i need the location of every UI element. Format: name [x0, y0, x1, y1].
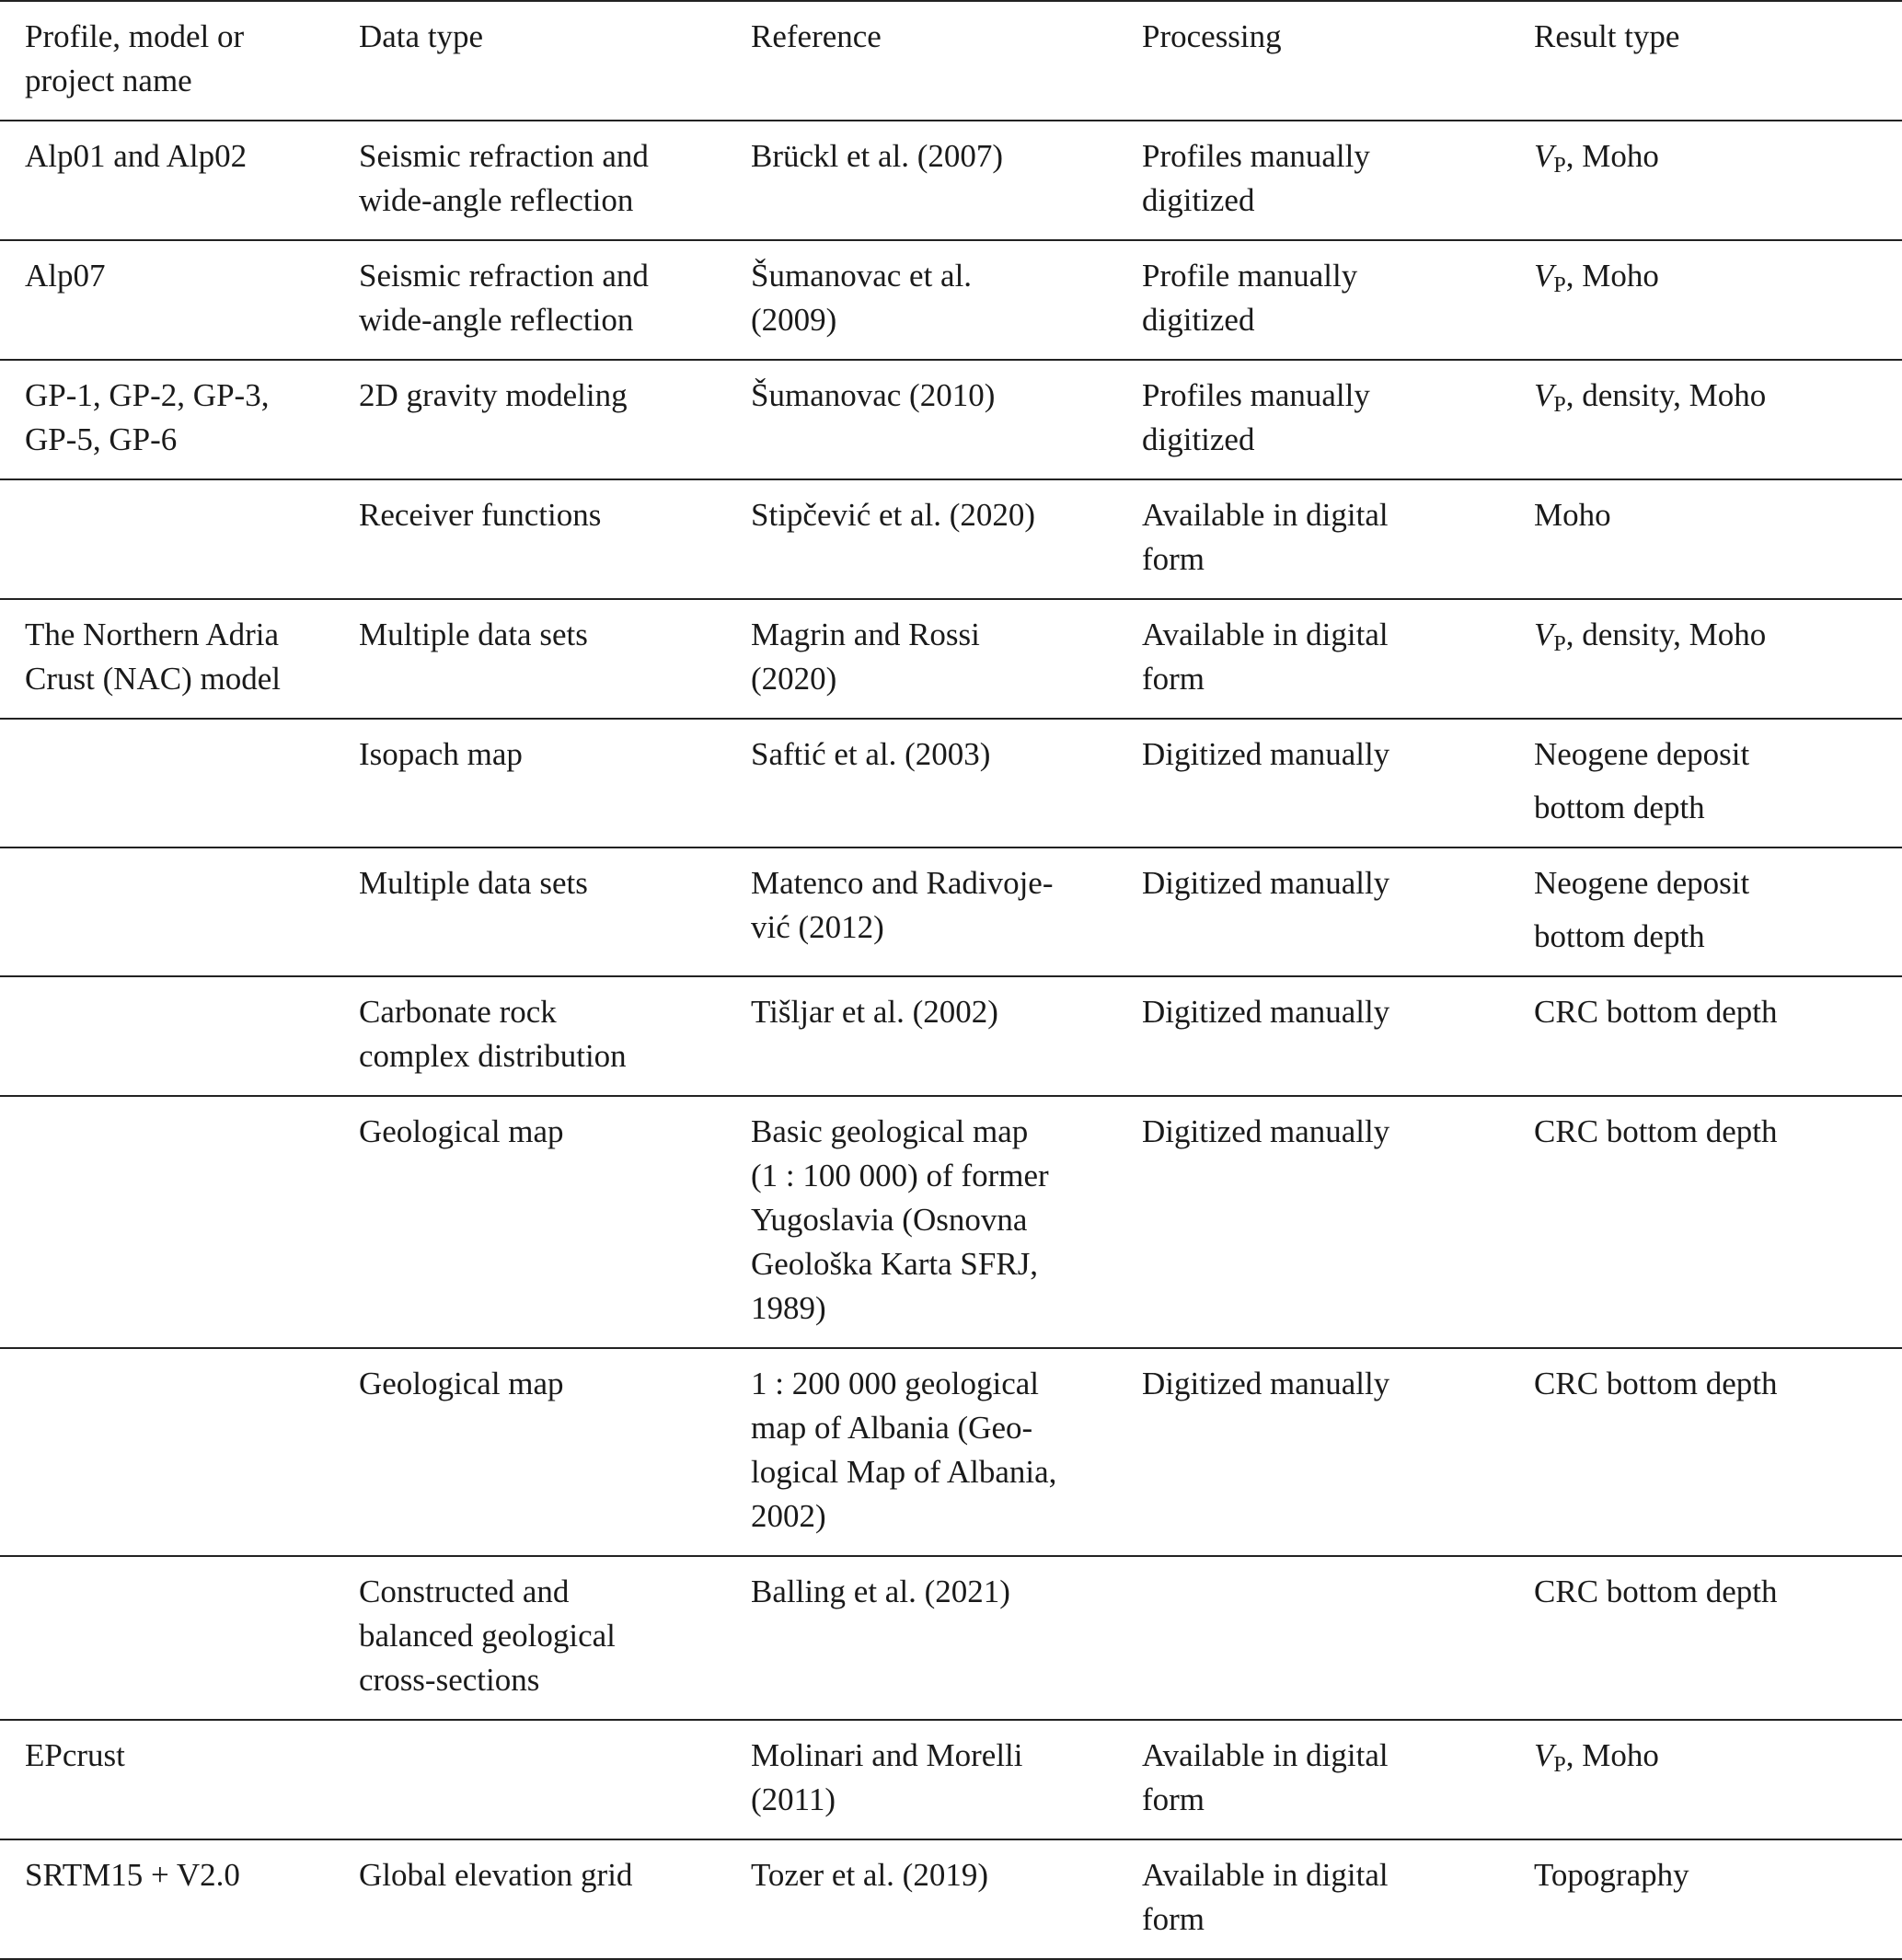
cell-profile-name: [0, 1096, 359, 1348]
cell-reference: Brückl et al. (2007): [751, 138, 1004, 174]
result-vp-symbol: V: [1534, 377, 1554, 413]
cell-profile-name: [0, 719, 359, 847]
cell-reference: Stipčević et al. (2020): [751, 497, 1036, 533]
cell-profile-name: GP-1, GP-2, GP-3, GP-5, GP-6: [25, 377, 270, 457]
table-row: [0, 1348, 1902, 1556]
table-row: [0, 479, 1902, 599]
table-row: [0, 1096, 1902, 1348]
cell-profile-name: [0, 479, 359, 599]
cell-result-type: [1534, 1720, 1902, 1839]
cell-data-type: Constructed and balanced geological cross-sections: [359, 1574, 616, 1698]
table-row: [0, 240, 1902, 360]
header-data-type: Data type: [359, 18, 484, 54]
table-row: [0, 121, 1902, 240]
cell-result-type: [1534, 240, 1902, 360]
cell-processing: Available in digital form: [1142, 1737, 1389, 1817]
cell-reference: Magrin and Rossi (2020): [751, 617, 980, 697]
cell-profile-name: SRTM15 + V2.0: [25, 1857, 240, 1893]
cell-processing: Digitized manually: [1142, 865, 1390, 901]
table-row: [0, 1556, 1902, 1720]
cell-reference: Balling et al. (2021): [751, 1574, 1010, 1609]
cell-reference: Šumanovac et al. (2009): [751, 258, 973, 338]
cell-data-type: Isopach map: [359, 736, 523, 772]
result-vp-subscript: P: [1553, 154, 1566, 178]
cell-profile-name: [0, 976, 359, 1096]
cell-data-type: Receiver functions: [359, 497, 602, 533]
result-text: , Moho: [1565, 258, 1659, 294]
cell-profile-name: The Northern Adria Crust (NAC) model: [25, 617, 282, 697]
cell-processing: Available in digital form: [1142, 497, 1389, 577]
cell-data-type: Carbonate rock complex distribution: [359, 994, 627, 1074]
table-row: [0, 599, 1902, 719]
result-text: , Moho: [1565, 138, 1659, 174]
header-result-type: Result type: [1534, 18, 1680, 54]
result-text: Moho: [1534, 497, 1611, 533]
cell-result-type: [1534, 479, 1902, 599]
result-vp-symbol: V: [1534, 617, 1554, 652]
cell-result-type: [1534, 1839, 1902, 1959]
table-body: [0, 121, 1902, 1959]
cell-profile-name: [0, 847, 359, 976]
cell-processing: [1142, 1556, 1534, 1720]
cell-processing: Available in digital form: [1142, 617, 1389, 697]
result-vp-subscript: P: [1553, 273, 1566, 297]
cell-reference: Saftić et al. (2003): [751, 736, 991, 772]
cell-processing: Digitized manually: [1142, 1113, 1390, 1149]
result-text: , density, Moho: [1565, 617, 1767, 652]
cell-result-type: [1534, 976, 1902, 1096]
result-vp-symbol: V: [1534, 138, 1554, 174]
cell-reference: Tozer et al. (2019): [751, 1857, 988, 1893]
table-row: [0, 360, 1902, 479]
cell-result-type: [1534, 719, 1902, 847]
header-processing: Processing: [1142, 18, 1282, 54]
result-vp-symbol: V: [1534, 1737, 1554, 1773]
cell-data-type: Multiple data sets: [359, 865, 588, 901]
result-text: CRC bottom depth: [1534, 1366, 1778, 1401]
cell-data-type: Multiple data sets: [359, 617, 588, 652]
cell-data-type: Geological map: [359, 1113, 564, 1149]
result-text: CRC bottom depth: [1534, 1113, 1778, 1149]
cell-processing: Digitized manually: [1142, 994, 1390, 1030]
cell-data-type: Global elevation grid: [359, 1857, 633, 1893]
cell-result-type: [1534, 599, 1902, 719]
result-vp-symbol: V: [1534, 258, 1554, 294]
cell-profile-name: EPcrust: [25, 1737, 125, 1773]
result-text: CRC bottom depth: [1534, 994, 1778, 1030]
table-row: [0, 976, 1902, 1096]
cell-processing: Available in digital form: [1142, 1857, 1389, 1937]
header-row: [0, 1, 1902, 121]
result-vp-subscript: P: [1553, 393, 1566, 417]
result-text: , Moho: [1565, 1737, 1659, 1773]
table-row: [0, 719, 1902, 847]
cell-processing: Profiles manually digitized: [1142, 138, 1370, 218]
cell-profile-name: Alp07: [25, 258, 106, 294]
cell-result-type: [1534, 847, 1902, 976]
cell-profile-name: Alp01 and Alp02: [25, 138, 248, 174]
cell-data-type: Seismic refraction and wide-angle reflection: [359, 258, 649, 338]
cell-result-type: [1534, 1348, 1902, 1556]
result-vp-subscript: P: [1553, 1753, 1566, 1777]
result-text: Topography: [1534, 1857, 1689, 1893]
result-text: Neogene deposit bottom depth: [1534, 865, 1750, 954]
cell-reference: Šumanovac (2010): [751, 377, 996, 413]
result-text: , density, Moho: [1565, 377, 1767, 413]
cell-result-type: [1534, 1556, 1902, 1720]
cell-data-type: Geological map: [359, 1366, 564, 1401]
cell-result-type: [1534, 121, 1902, 240]
cell-result-type: [1534, 360, 1902, 479]
cell-reference: Tišljar et al. (2002): [751, 994, 998, 1030]
table-row: [0, 1839, 1902, 1959]
cell-processing: Digitized manually: [1142, 736, 1390, 772]
cell-reference: Matenco and Radivoje- vić (2012): [751, 865, 1054, 945]
table-row: [0, 847, 1902, 976]
cell-processing: Profiles manually digitized: [1142, 377, 1370, 457]
cell-result-type: [1534, 1096, 1902, 1348]
cell-processing: Profile manually digitized: [1142, 258, 1358, 338]
table-header: [0, 1, 1902, 121]
cell-profile-name: [0, 1556, 359, 1720]
cell-profile-name: [0, 1348, 359, 1556]
table-row: [0, 1720, 1902, 1839]
header-profile-name: Profile, model or project name: [25, 18, 245, 98]
cell-reference: Molinari and Morelli (2011): [751, 1737, 1023, 1817]
result-text: CRC bottom depth: [1534, 1574, 1778, 1609]
result-vp-subscript: P: [1553, 632, 1566, 656]
result-text: Neogene deposit bottom depth: [1534, 736, 1750, 825]
cell-data-type: 2D gravity modeling: [359, 377, 628, 413]
cell-reference: 1 : 200 000 geological map of Albania (Geo- logical Map of Albania, 2002): [751, 1366, 1057, 1534]
cell-reference: Basic geological map (1 : 100 000) of former Yugoslavia (Osnovna Geološka Karta SFRJ, 1989): [751, 1113, 1049, 1326]
cell-data-type: [359, 1720, 751, 1839]
cell-processing: Digitized manually: [1142, 1366, 1390, 1401]
header-reference: Reference: [751, 18, 882, 54]
cell-data-type: Seismic refraction and wide-angle reflection: [359, 138, 649, 218]
